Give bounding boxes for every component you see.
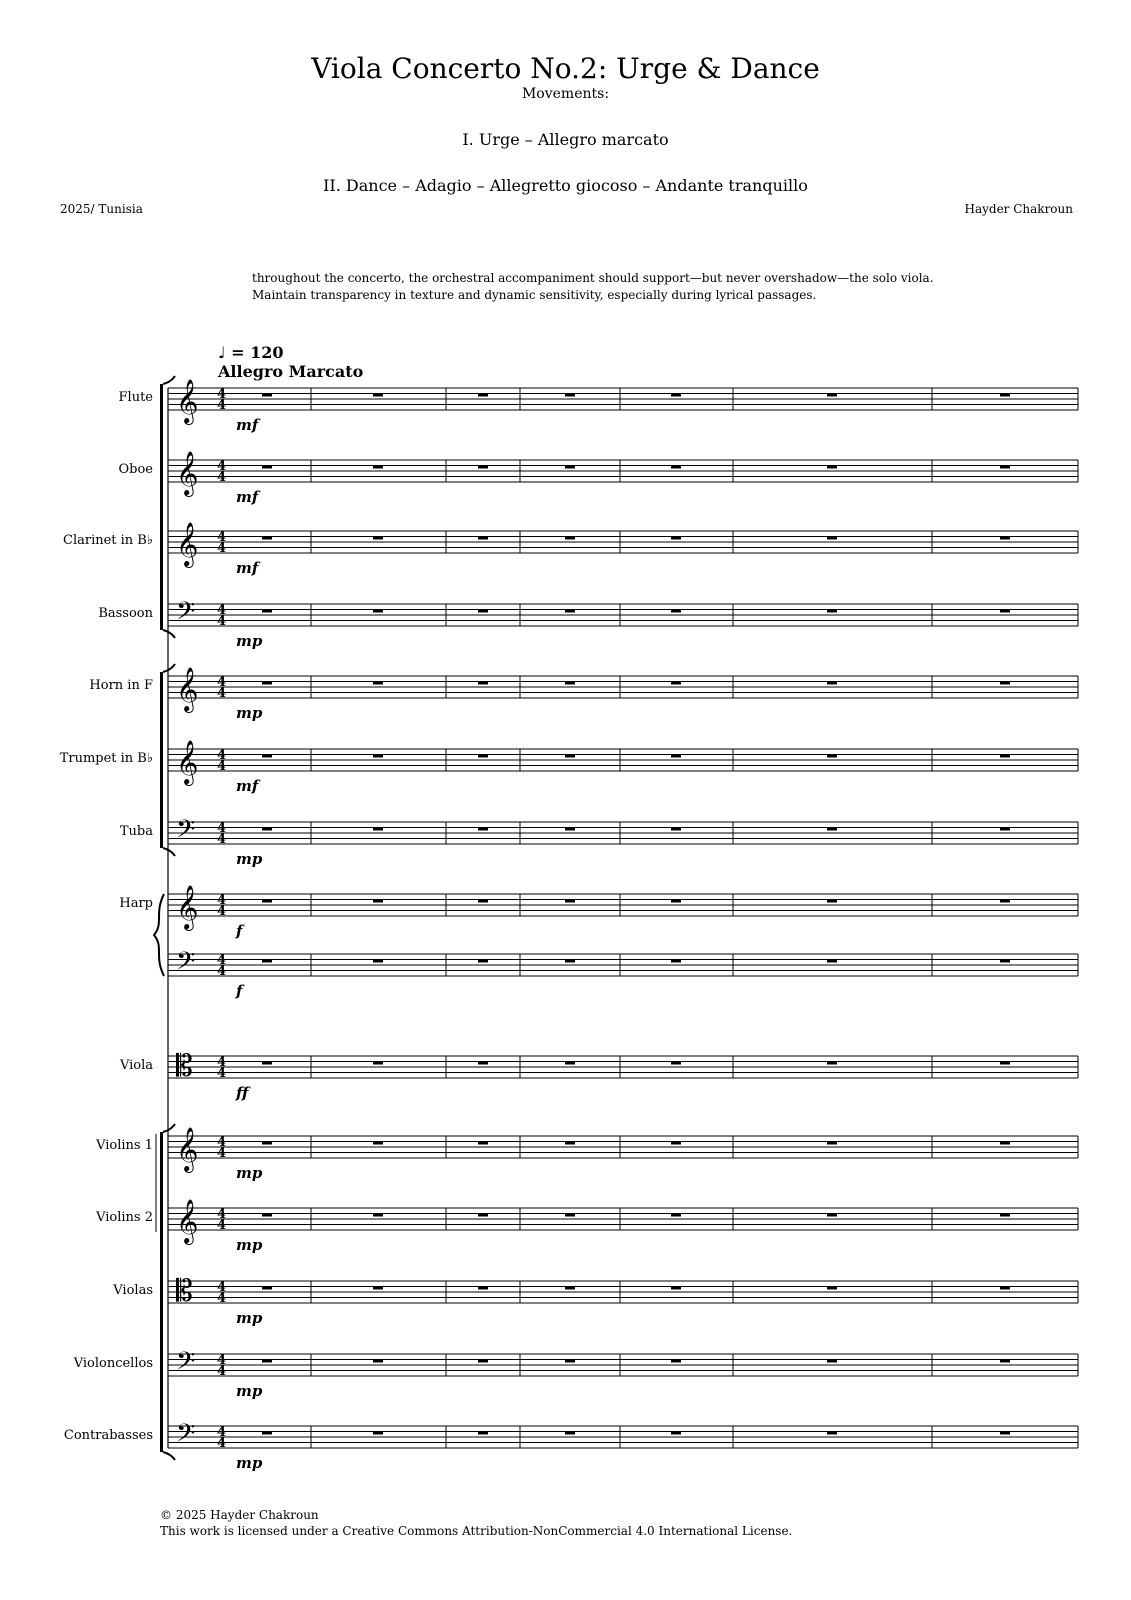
- whole-rest-icon: [827, 755, 837, 758]
- whole-rest-icon: [1000, 900, 1010, 903]
- whole-rest-icon: [262, 682, 272, 685]
- whole-rest-icon: [478, 1360, 488, 1363]
- whole-rest-icon: [827, 1432, 837, 1435]
- time-signature-bottom: 4: [217, 398, 227, 413]
- group-bracket: [160, 672, 163, 848]
- whole-rest-icon: [262, 960, 272, 963]
- instrument-label: Violoncellos: [73, 1356, 153, 1371]
- time-signature-bottom: 4: [217, 1364, 227, 1379]
- whole-rest-icon: [478, 828, 488, 831]
- whole-rest-icon: [671, 466, 681, 469]
- whole-rest-icon: [262, 466, 272, 469]
- treble-clef-icon: 𝄞: [176, 885, 199, 929]
- instrument-label: Flute: [118, 390, 153, 405]
- whole-rest-icon: [671, 1214, 681, 1217]
- treble-clef-icon: 𝄞: [176, 451, 199, 495]
- whole-rest-icon: [1000, 1287, 1010, 1290]
- whole-rest-icon: [1000, 682, 1010, 685]
- time-signature-top: 4: [217, 459, 227, 474]
- instrument-label: Tuba: [119, 824, 153, 839]
- time-signature-top: 4: [217, 387, 227, 402]
- whole-rest-icon: [671, 900, 681, 903]
- whole-rest-icon: [565, 1432, 575, 1435]
- instrument-label: Bassoon: [98, 606, 153, 621]
- treble-clef-icon: 𝄞: [176, 740, 199, 784]
- instrument-label: Viola: [119, 1058, 153, 1073]
- whole-rest-icon: [827, 466, 837, 469]
- bracket-hook: [163, 630, 175, 638]
- whole-rest-icon: [478, 900, 488, 903]
- whole-rest-icon: [1000, 394, 1010, 397]
- whole-rest-icon: [262, 537, 272, 540]
- time-signature-top: 4: [217, 1280, 227, 1295]
- whole-rest-icon: [565, 960, 575, 963]
- whole-rest-icon: [671, 682, 681, 685]
- whole-rest-icon: [478, 1287, 488, 1290]
- time-signature-top: 4: [217, 893, 227, 908]
- whole-rest-icon: [827, 1214, 837, 1217]
- time-signature-top: 4: [217, 1425, 227, 1440]
- bass-clef-icon: 𝄢: [176, 1347, 196, 1382]
- composer: Hayder Chakroun: [964, 202, 1073, 216]
- bracket-hook: [163, 664, 175, 672]
- whole-rest-icon: [373, 1062, 383, 1065]
- whole-rest-icon: [478, 1142, 488, 1145]
- whole-rest-icon: [262, 394, 272, 397]
- time-signature-top: 4: [217, 530, 227, 545]
- whole-rest-icon: [827, 610, 837, 613]
- whole-rest-icon: [671, 610, 681, 613]
- time-signature-bottom: 4: [217, 541, 227, 556]
- bracket-hook: [163, 1452, 175, 1460]
- time-signature-bottom: 4: [217, 759, 227, 774]
- time-signature-top: 4: [217, 1135, 227, 1150]
- whole-rest-icon: [478, 466, 488, 469]
- whole-rest-icon: [373, 900, 383, 903]
- bracket-hook: [163, 848, 175, 856]
- whole-rest-icon: [262, 900, 272, 903]
- whole-rest-icon: [373, 1214, 383, 1217]
- whole-rest-icon: [565, 1360, 575, 1363]
- whole-rest-icon: [262, 755, 272, 758]
- time-signature-top: 4: [217, 1353, 227, 1368]
- time-signature-top: 4: [217, 953, 227, 968]
- whole-rest-icon: [671, 394, 681, 397]
- whole-rest-icon: [565, 900, 575, 903]
- whole-rest-icon: [262, 1062, 272, 1065]
- dynamic-marking: mp: [236, 1164, 263, 1182]
- movement-1: I. Urge – Allegro marcato: [462, 130, 669, 149]
- whole-rest-icon: [262, 1214, 272, 1217]
- whole-rest-icon: [478, 394, 488, 397]
- whole-rest-icon: [565, 394, 575, 397]
- time-signature-bottom: 4: [217, 832, 227, 847]
- treble-clef-icon: 𝄞: [176, 1127, 199, 1171]
- whole-rest-icon: [827, 828, 837, 831]
- time-signature-bottom: 4: [217, 1066, 227, 1081]
- time-signature-top: 4: [217, 748, 227, 763]
- whole-rest-icon: [671, 960, 681, 963]
- whole-rest-icon: [671, 1360, 681, 1363]
- whole-rest-icon: [1000, 1432, 1010, 1435]
- whole-rest-icon: [262, 610, 272, 613]
- alto-clef-icon: 𝄡: [176, 1274, 193, 1309]
- whole-rest-icon: [671, 1142, 681, 1145]
- whole-rest-icon: [671, 1062, 681, 1065]
- place-date: 2025/ Tunisia: [60, 202, 143, 216]
- dynamic-marking: f: [236, 982, 243, 1000]
- performance-note-line-2: Maintain transparency in texture and dynamic sensitivity, especially during lyrical passages.: [252, 288, 817, 302]
- time-signature-bottom: 4: [217, 614, 227, 629]
- whole-rest-icon: [373, 682, 383, 685]
- whole-rest-icon: [1000, 1142, 1010, 1145]
- time-signature-bottom: 4: [217, 686, 227, 701]
- whole-rest-icon: [478, 755, 488, 758]
- whole-rest-icon: [373, 1142, 383, 1145]
- whole-rest-icon: [671, 1287, 681, 1290]
- whole-rest-icon: [373, 755, 383, 758]
- whole-rest-icon: [1000, 1062, 1010, 1065]
- time-signature-top: 4: [217, 1055, 227, 1070]
- dynamic-marking: mp: [236, 1236, 263, 1254]
- whole-rest-icon: [1000, 1214, 1010, 1217]
- whole-rest-icon: [373, 537, 383, 540]
- whole-rest-icon: [565, 1214, 575, 1217]
- whole-rest-icon: [671, 1432, 681, 1435]
- group-bracket: [160, 1132, 163, 1452]
- whole-rest-icon: [262, 1360, 272, 1363]
- instrument-label: Contrabasses: [63, 1428, 153, 1443]
- time-signature-top: 4: [217, 821, 227, 836]
- instrument-label: Clarinet in B♭: [63, 533, 153, 548]
- whole-rest-icon: [827, 537, 837, 540]
- dynamic-marking: mp: [236, 704, 263, 722]
- instrument-label: Trumpet in B♭: [59, 751, 153, 766]
- whole-rest-icon: [478, 960, 488, 963]
- time-signature-top: 4: [217, 603, 227, 618]
- time-signature-bottom: 4: [217, 904, 227, 919]
- movements-heading: Movements:: [521, 86, 610, 102]
- instrument-label: Horn in F: [89, 678, 153, 693]
- treble-clef-icon: 𝄞: [176, 667, 199, 711]
- whole-rest-icon: [262, 1287, 272, 1290]
- whole-rest-icon: [1000, 1360, 1010, 1363]
- harp-brace: [154, 894, 164, 976]
- license-notice: This work is licensed under a Creative Commons Attribution-NonCommercial 4.0 International License.: [160, 1524, 793, 1538]
- whole-rest-icon: [671, 755, 681, 758]
- whole-rest-icon: [827, 1287, 837, 1290]
- whole-rest-icon: [827, 1360, 837, 1363]
- score-title: Viola Concerto No.2: Urge & Dance: [311, 52, 820, 85]
- time-signature-top: 4: [217, 675, 227, 690]
- whole-rest-icon: [565, 537, 575, 540]
- treble-clef-icon: 𝄞: [176, 379, 199, 423]
- dynamic-marking: mf: [236, 488, 259, 506]
- instrument-label: Oboe: [118, 462, 153, 477]
- whole-rest-icon: [827, 394, 837, 397]
- instrument-label: Violins 2: [96, 1210, 153, 1225]
- whole-rest-icon: [478, 610, 488, 613]
- bass-clef-icon: 𝄢: [176, 597, 196, 632]
- dynamic-marking: mf: [236, 416, 259, 434]
- whole-rest-icon: [478, 1214, 488, 1217]
- performance-note-line-1: throughout the concerto, the orchestral accompaniment should support—but never overshadow—the solo viola.: [252, 271, 934, 285]
- whole-rest-icon: [373, 610, 383, 613]
- whole-rest-icon: [1000, 610, 1010, 613]
- whole-rest-icon: [827, 900, 837, 903]
- whole-rest-icon: [1000, 828, 1010, 831]
- dynamic-marking: mp: [236, 1454, 263, 1472]
- metronome-mark: ♩ = 120: [218, 343, 284, 362]
- time-signature-bottom: 4: [217, 1146, 227, 1161]
- copyright: © 2025 Hayder Chakroun: [160, 1508, 319, 1522]
- instrument-label: Violas: [113, 1283, 153, 1298]
- treble-clef-icon: 𝄞: [176, 522, 199, 566]
- dynamic-marking: mp: [236, 1309, 263, 1327]
- dynamic-marking: mp: [236, 632, 263, 650]
- whole-rest-icon: [373, 394, 383, 397]
- whole-rest-icon: [373, 1432, 383, 1435]
- whole-rest-icon: [1000, 537, 1010, 540]
- time-signature-bottom: 4: [217, 1436, 227, 1451]
- whole-rest-icon: [1000, 466, 1010, 469]
- bass-clef-icon: 𝄢: [176, 1419, 196, 1454]
- whole-rest-icon: [373, 1360, 383, 1363]
- whole-rest-icon: [671, 537, 681, 540]
- time-signature-top: 4: [217, 1207, 227, 1222]
- time-signature-bottom: 4: [217, 470, 227, 485]
- whole-rest-icon: [827, 1142, 837, 1145]
- tempo-marking: Allegro Marcato: [218, 362, 364, 381]
- alto-clef-icon: 𝄡: [176, 1049, 193, 1084]
- treble-clef-icon: 𝄞: [176, 1199, 199, 1243]
- whole-rest-icon: [565, 610, 575, 613]
- whole-rest-icon: [565, 1287, 575, 1290]
- whole-rest-icon: [1000, 960, 1010, 963]
- bracket-hook: [163, 1124, 175, 1132]
- bass-clef-icon: 𝄢: [176, 815, 196, 850]
- whole-rest-icon: [373, 960, 383, 963]
- group-bracket: [160, 384, 163, 630]
- whole-rest-icon: [373, 828, 383, 831]
- whole-rest-icon: [262, 828, 272, 831]
- dynamic-marking: mf: [236, 777, 259, 795]
- whole-rest-icon: [565, 828, 575, 831]
- whole-rest-icon: [373, 466, 383, 469]
- time-signature-bottom: 4: [217, 964, 227, 979]
- dynamic-marking: mp: [236, 850, 263, 868]
- whole-rest-icon: [565, 755, 575, 758]
- whole-rest-icon: [478, 682, 488, 685]
- whole-rest-icon: [373, 1287, 383, 1290]
- whole-rest-icon: [827, 960, 837, 963]
- instrument-label: Harp: [119, 896, 153, 911]
- dynamic-marking: ff: [236, 1084, 249, 1102]
- whole-rest-icon: [565, 466, 575, 469]
- bracket-hook: [163, 376, 175, 384]
- whole-rest-icon: [827, 682, 837, 685]
- movement-2: II. Dance – Adagio – Allegretto giocoso – Andante tranquillo: [323, 176, 808, 195]
- time-signature-bottom: 4: [217, 1218, 227, 1233]
- whole-rest-icon: [478, 1432, 488, 1435]
- whole-rest-icon: [827, 1062, 837, 1065]
- dynamic-marking: mf: [236, 559, 259, 577]
- time-signature-bottom: 4: [217, 1291, 227, 1306]
- dynamic-marking: f: [236, 922, 243, 940]
- whole-rest-icon: [478, 1062, 488, 1065]
- whole-rest-icon: [1000, 755, 1010, 758]
- whole-rest-icon: [262, 1432, 272, 1435]
- dynamic-marking: mp: [236, 1382, 263, 1400]
- instrument-label: Violins 1: [96, 1138, 153, 1153]
- whole-rest-icon: [565, 1062, 575, 1065]
- whole-rest-icon: [565, 1142, 575, 1145]
- whole-rest-icon: [262, 1142, 272, 1145]
- bass-clef-icon: 𝄢: [176, 947, 196, 982]
- whole-rest-icon: [671, 828, 681, 831]
- whole-rest-icon: [478, 537, 488, 540]
- whole-rest-icon: [565, 682, 575, 685]
